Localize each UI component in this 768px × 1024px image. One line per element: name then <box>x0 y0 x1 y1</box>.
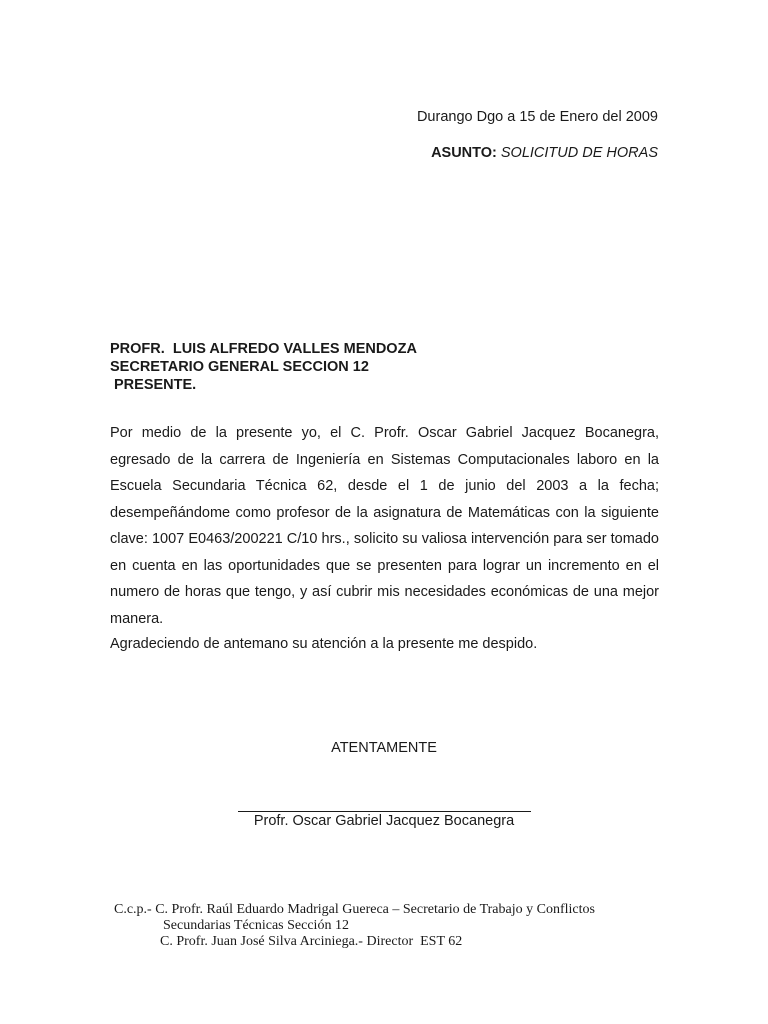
closing-line: Agradeciendo de antemano su atención a la presente me despido. <box>110 636 538 652</box>
ccp-line-1: C.c.p.- C. Profr. Raúl Eduardo Madrigal Guereca – Secretario de Trabajo y Conflictos <box>114 902 595 917</box>
carbon-copy-block <box>114 902 595 950</box>
place-date: Durango Dgo a 15 de Enero del 2009 <box>416 109 658 125</box>
recipient-name: PROFR. LUIS ALFREDO VALLES MENDOZA <box>110 341 417 357</box>
salutation: ATENTAMENTE <box>331 740 437 756</box>
ccp-line-2: Secundarias Técnicas Sección 12 <box>163 918 349 933</box>
letter-body <box>110 420 659 632</box>
signature-name: Profr. Oscar Gabriel Jacquez Bocanegra <box>253 813 515 829</box>
subject-line <box>431 145 658 161</box>
ccp-line-3: C. Profr. Juan José Silva Arciniega.- Director EST 62 <box>160 934 463 949</box>
subject-label: ASUNTO: <box>431 145 497 161</box>
recipient-presente: PRESENTE. <box>114 377 197 393</box>
recipient-block <box>110 340 417 394</box>
subject-value: SOLICITUD DE HORAS <box>500 145 658 161</box>
recipient-title: SECRETARIO GENERAL SECCION 12 <box>110 359 369 375</box>
body-paragraph: Por medio de la presente yo, el C. Profr. Oscar Gabriel Jacquez Bocanegra, egresado de la carrera de Ingeniería en Sistemas Computacionales laboro en la Escuela Secundaria Técnica 62, desde el 1 de junio del 2003 a la fecha; desempeñándome como profesor de la asignatura de Matemáticas con la siguiente clave: 1007 E0463/200221 C/10 hrs., solicito su valiosa intervención para ser tomado en cuenta en las oportunidades que se presenten para lograr un incremento en el numero de horas que tengo, y así cubrir mis necesidades económicas de una mejor manera. <box>110 425 659 627</box>
signature-line <box>238 797 531 812</box>
